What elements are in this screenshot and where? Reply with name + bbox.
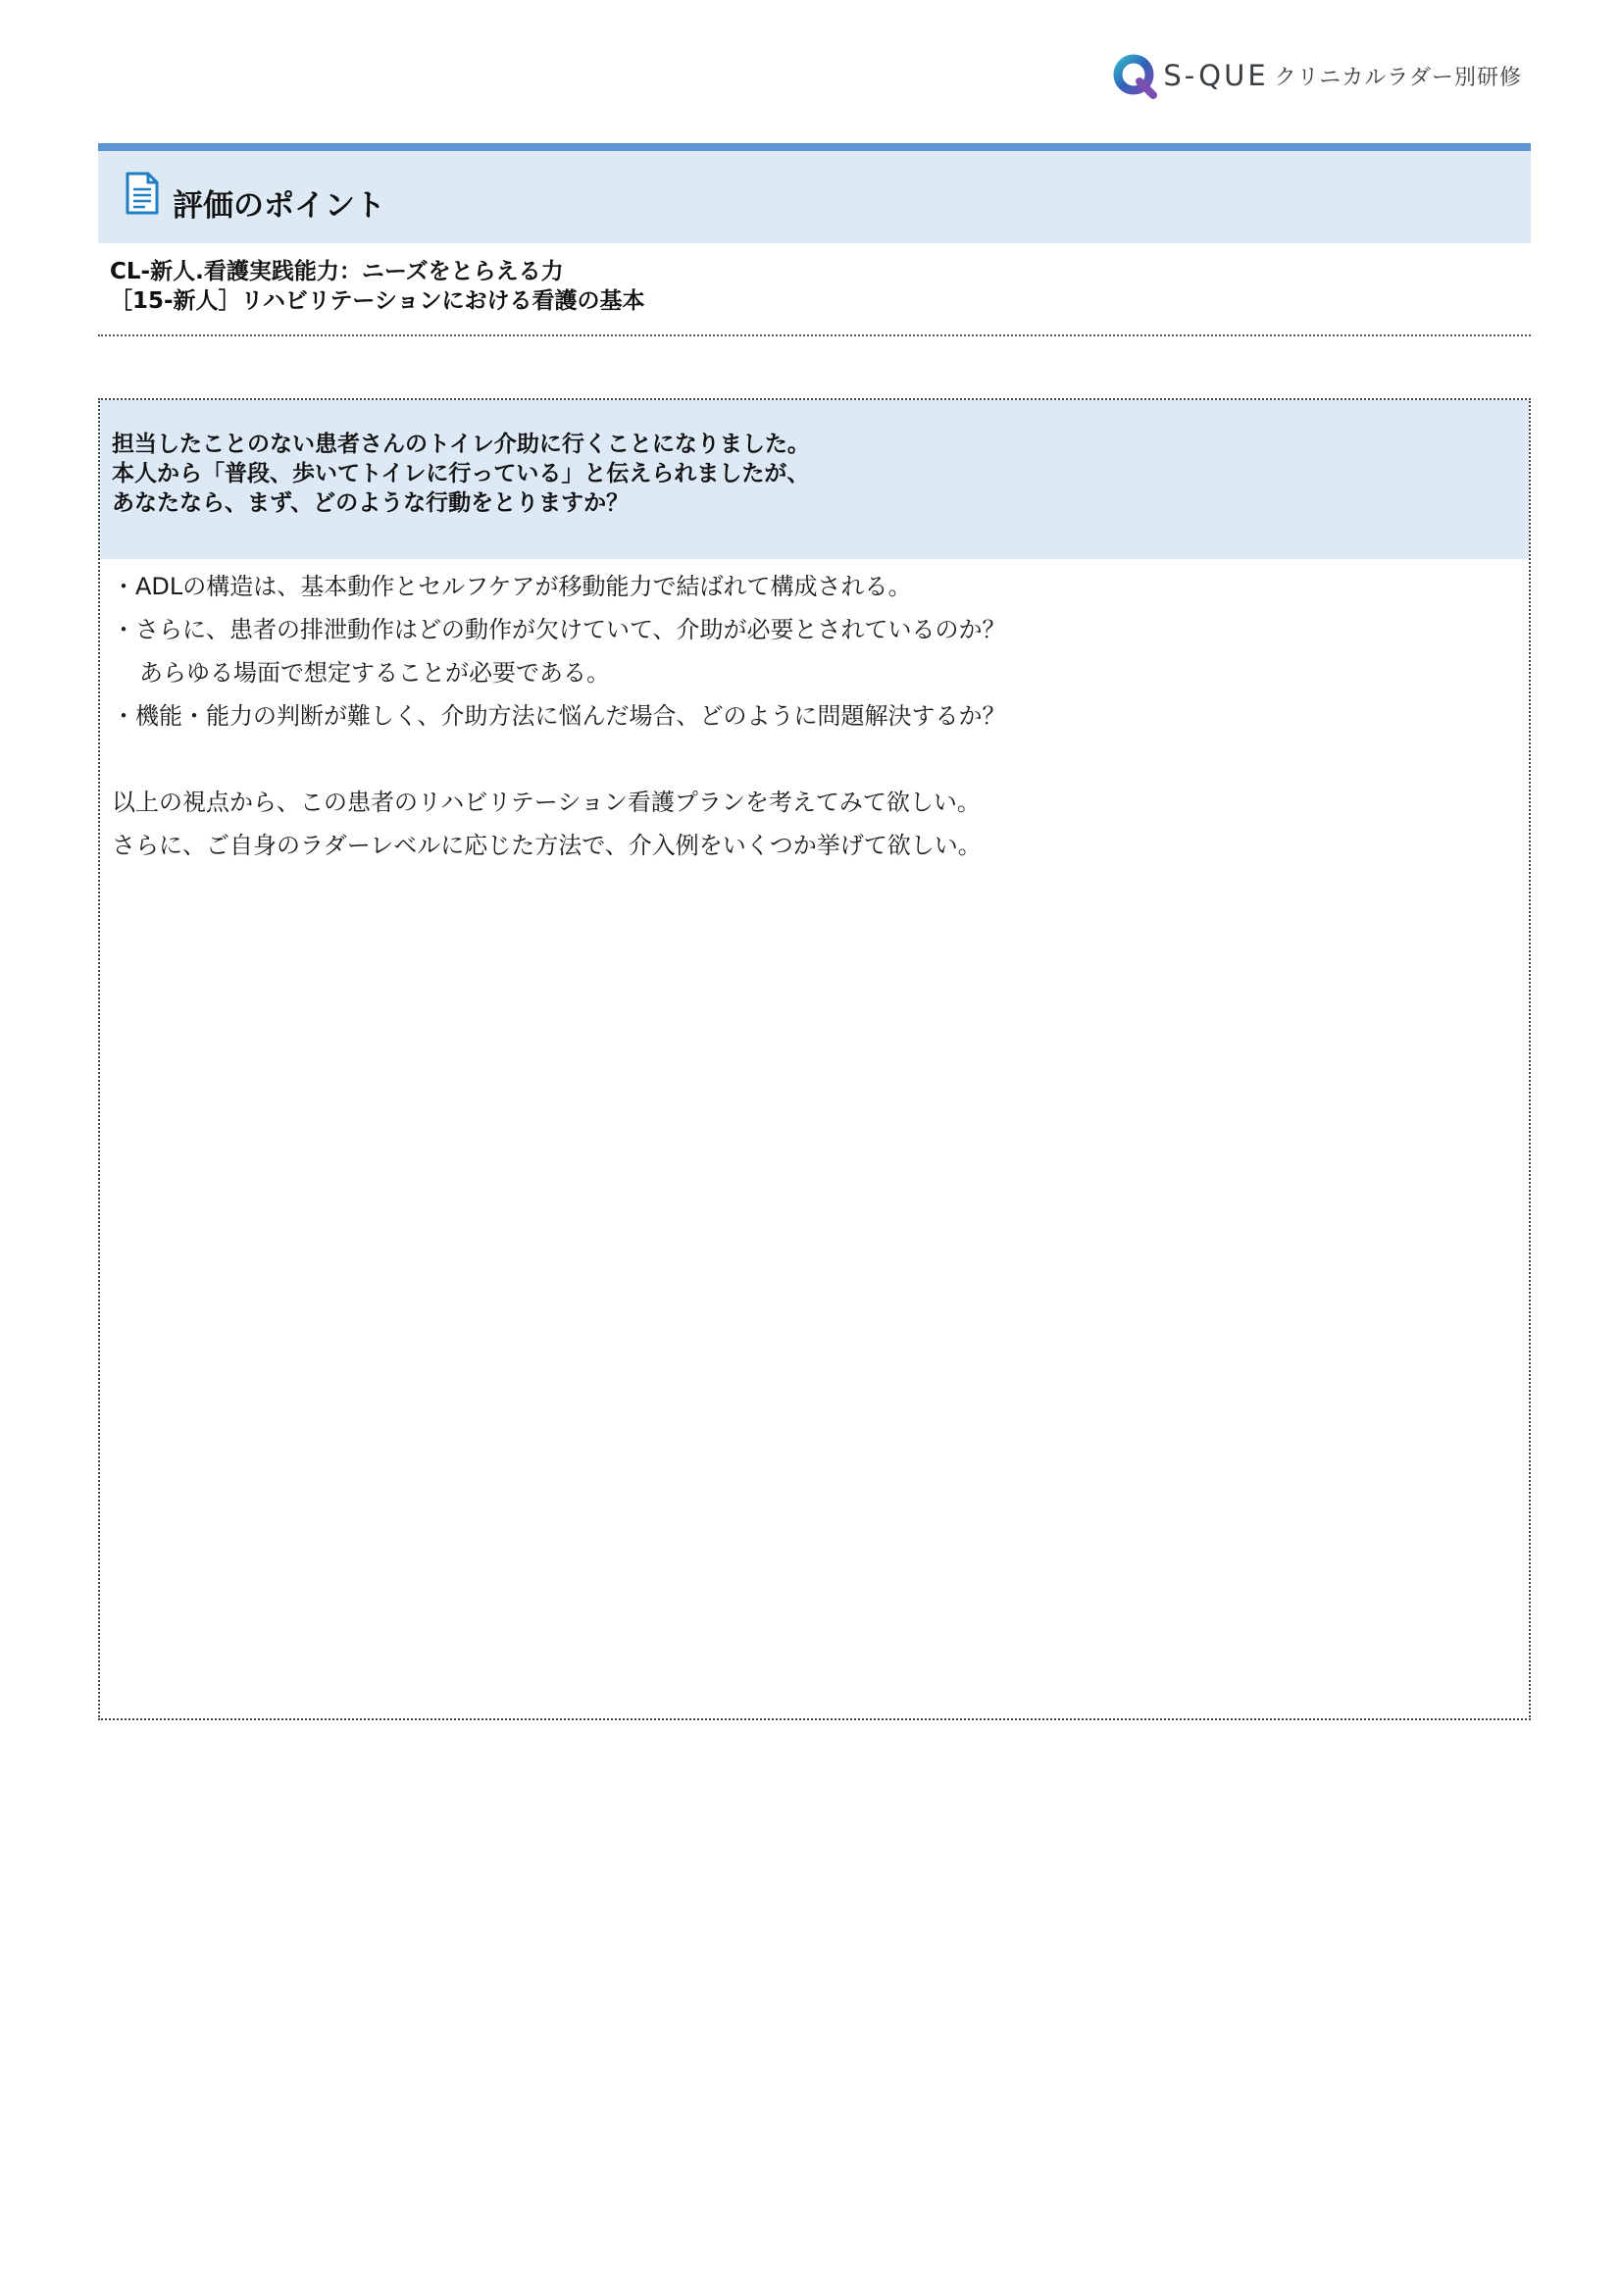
competency-line: CL-新人.看護実践能力：ニーズをとらえる力 xyxy=(110,259,564,284)
question-line: 担当したことのない患者さんのトイレ介助に行くことになりました。 xyxy=(112,432,810,457)
question-panel xyxy=(100,400,1529,559)
document-icon xyxy=(126,172,159,215)
point-line: ・さらに、患者の排泄動作はどの動作が欠けていて、介助が必要とされているのか？ xyxy=(112,616,1006,643)
point-line: あらゆる場面で想定することが必要である。 xyxy=(139,659,610,687)
question-line: あなたなら、まず、どのような行動をとりますか？ xyxy=(112,490,630,516)
section-title: 評価のポイント xyxy=(173,187,385,224)
course-subheading xyxy=(110,257,1522,316)
point-line: ・機能・能力の判断が難しく、介助方法に悩んだ場合、どのように問題解決するか？ xyxy=(112,702,1006,730)
point-line: ・ADLの構造は、基本動作とセルフケアが移動能力で結ばれて構成される。 xyxy=(112,573,912,600)
question-line: 本人から「普段、歩いてトイレに行っている」と伝えられましたが、 xyxy=(112,461,810,486)
section-header xyxy=(98,143,1531,243)
brand-name: S-QUE xyxy=(1163,59,1269,92)
question-text xyxy=(112,430,810,518)
q-ring-logo-icon xyxy=(1112,52,1159,99)
point-line: 以上の視点から、この患者のリハビリテーション看護プランを考えてみて欲しい。 xyxy=(112,789,981,816)
brand-header xyxy=(1112,49,1522,102)
point-line: さらに、ご自身のラダーレベルに応じた方法で、介入例をいくつか挙げて欲しい。 xyxy=(112,832,982,859)
evaluation-box xyxy=(98,398,1531,1720)
blank-line xyxy=(112,738,1006,781)
brand-subtitle: クリニカルラダー別研修 xyxy=(1274,65,1522,90)
course-title-line: ［15-新人］リハビリテーションにおける看護の基本 xyxy=(110,288,645,314)
dotted-divider xyxy=(98,334,1531,336)
evaluation-points xyxy=(112,565,1006,867)
